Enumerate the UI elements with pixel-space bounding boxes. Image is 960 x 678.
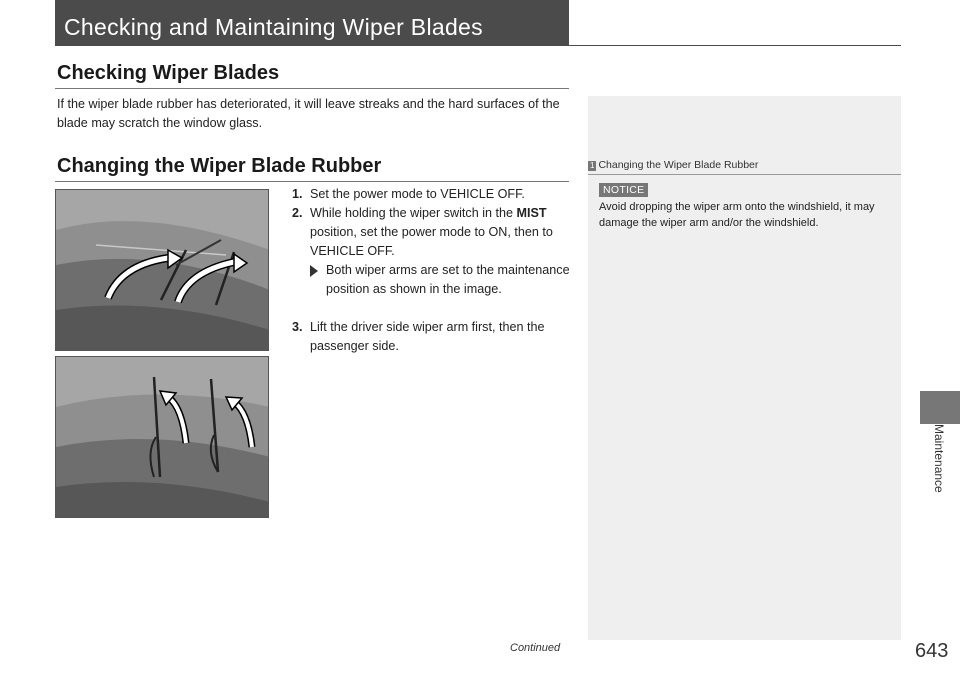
sidebar-panel xyxy=(588,96,901,640)
result-text: Both wiper arms are set to the maintenance position as shown in the image. xyxy=(326,263,570,296)
step-2-result xyxy=(292,261,576,299)
sidebar-note-title-text: Changing the Wiper Blade Rubber xyxy=(598,159,759,171)
section-rule-changing xyxy=(55,181,569,182)
notice-badge: NOTICE xyxy=(599,183,648,197)
page-title: Checking and Maintaining Wiper Blades xyxy=(64,14,483,40)
section-title-changing: Changing the Wiper Blade Rubber xyxy=(57,155,382,177)
section-rule-checking xyxy=(55,88,569,89)
chapter-tab xyxy=(920,391,960,424)
wiper-illustration-2 xyxy=(56,357,269,518)
sidebar-note-title xyxy=(588,159,758,171)
wiper-illustration-1 xyxy=(56,190,269,351)
reference-icon: 1 xyxy=(590,161,595,170)
step-number: 2. xyxy=(292,206,303,220)
step-text: Lift the driver side wiper arm first, then the passenger side. xyxy=(310,320,545,353)
steps-list xyxy=(292,185,576,356)
mist-position-label: MIST xyxy=(516,206,547,220)
section-title-checking: Checking Wiper Blades xyxy=(57,62,280,84)
wiper-image-1 xyxy=(55,189,269,351)
step-3 xyxy=(292,318,576,356)
step-number: 3. xyxy=(292,320,303,334)
sidebar-note-rule xyxy=(588,174,901,175)
step-1 xyxy=(292,185,576,204)
step-number: 1. xyxy=(292,187,303,201)
notice-text: Avoid dropping the wiper arm onto the windshield, it may damage the wiper arm and/or the windshield. xyxy=(599,201,875,229)
continued-label: Continued xyxy=(510,642,561,654)
wiper-image-2 xyxy=(55,356,269,518)
step-2 xyxy=(292,204,576,261)
step-text: Set the power mode to VEHICLE OFF. xyxy=(310,187,525,201)
checking-intro-text: If the wiper blade rubber has deteriorated, it will leave streaks and the hard surfaces of the blade may scratch the window glass. xyxy=(57,97,560,130)
step-text-post: position, set the power mode to ON, then to VEHICLE OFF. xyxy=(310,225,553,258)
header-rule xyxy=(55,45,901,46)
step-text-pre: While holding the wiper switch in the xyxy=(310,206,517,220)
chapter-label: Maintenance xyxy=(932,424,946,493)
result-arrow-icon xyxy=(310,265,318,277)
page-number: 643 xyxy=(915,640,949,662)
